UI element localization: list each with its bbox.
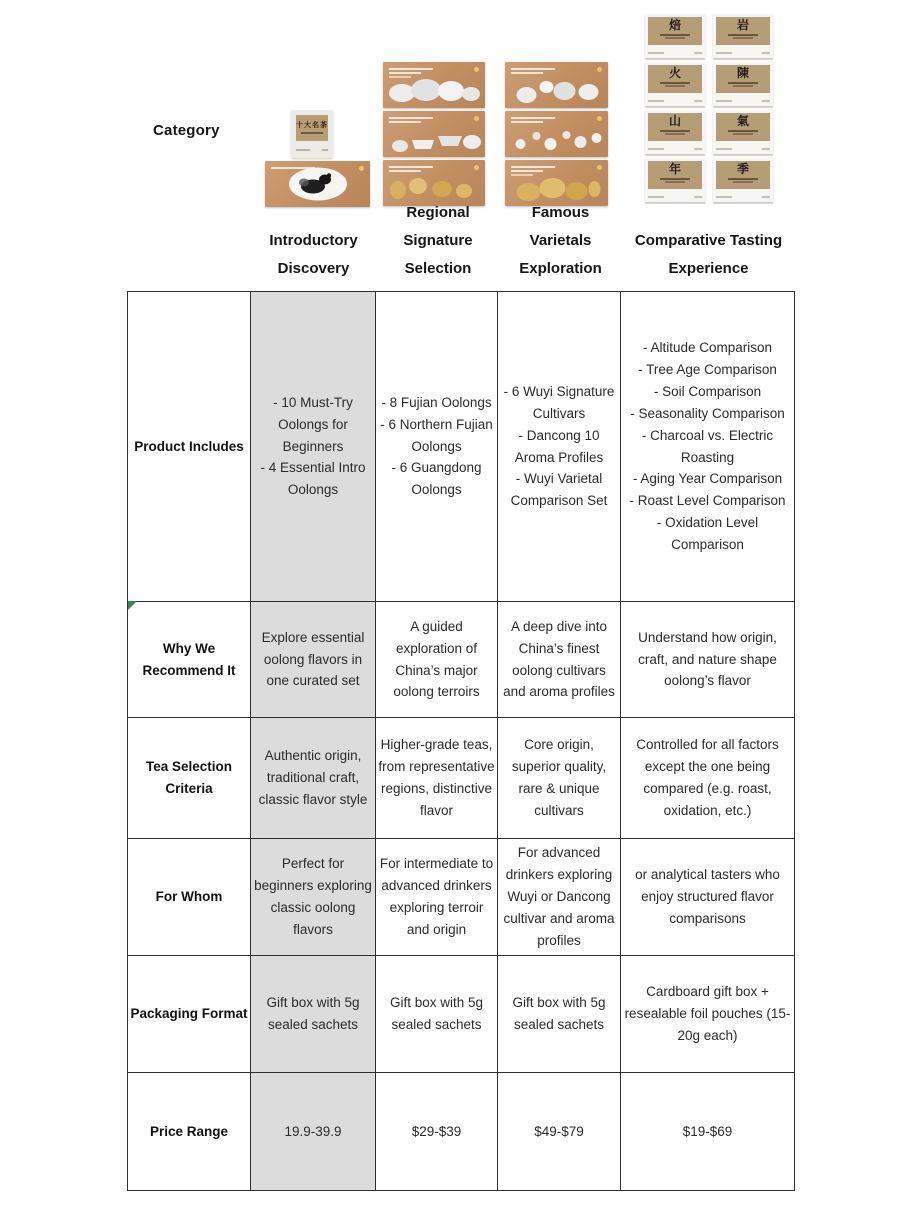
list-item: - 10 Must-Try Oolongs for Beginners	[273, 394, 353, 454]
gold-seal-icon	[359, 166, 364, 171]
cell-why-comparative: Understand how origin, craft, and nature shape oolong’s flavor	[621, 602, 794, 718]
cell-packaging-varietals: Gift box with 5g sealed sachets	[498, 956, 621, 1073]
comparative-card-qi	[713, 110, 773, 154]
card-caption-line	[728, 178, 758, 180]
card-footer-line	[694, 100, 702, 102]
list-item: - Roast Level Comparison	[629, 493, 786, 509]
comparative-card-aged	[713, 62, 773, 106]
cell-forwhom-introductory: Perfect for beginners exploring classic oolong flavors	[251, 839, 376, 956]
comparative-card-mountain	[645, 110, 705, 154]
intro-booklet-footer-mark	[322, 149, 328, 151]
card-character: 山	[668, 114, 681, 128]
card-caption-line	[660, 178, 690, 180]
card-text-line	[389, 121, 421, 123]
card-footer-line	[648, 52, 664, 54]
card-caption-line	[665, 133, 685, 135]
regional-card-1-image	[383, 62, 485, 108]
card-text-line	[511, 72, 543, 74]
list-item: - Wuyi Varietal Comparison Set	[510, 471, 608, 509]
cell-why-regional: A guided exploration of China’s major oolong terroirs	[376, 602, 498, 718]
card-caption-line	[660, 130, 690, 132]
card-footer-line	[648, 148, 664, 150]
card-caption-line	[660, 82, 690, 84]
list-item: - Aging Year Comparison	[632, 471, 783, 487]
comparison-table	[127, 291, 795, 1191]
card-footer-line	[716, 52, 732, 54]
card-footer-line	[762, 196, 770, 198]
card-footer-line	[648, 100, 664, 102]
list-item: - 6 Wuyi Signature Cultivars	[503, 383, 615, 421]
cell-price-comparative: $19-$69	[682, 1123, 733, 1139]
gold-seal-icon	[474, 165, 479, 170]
card-footer-line	[694, 196, 702, 198]
card-caption-line	[733, 133, 753, 135]
card-character: 季	[736, 162, 749, 176]
silver-foil-flowers-motif	[505, 126, 608, 156]
column-header-comparative-tasting-experience: Comparative Tasting Experience	[634, 232, 783, 277]
card-footer-line	[648, 196, 664, 198]
list-item: - Soil Comparison	[653, 383, 762, 399]
card-footer-line	[694, 52, 702, 54]
card-caption-line	[733, 181, 753, 183]
cell-price-regional: $29-$39	[376, 1073, 498, 1190]
cell-packaging-regional: Gift box with 5g sealed sachets	[376, 956, 498, 1073]
cell-product-includes-regional	[376, 292, 498, 602]
comment-marker-icon	[128, 601, 137, 610]
gold-seal-icon	[597, 165, 602, 170]
card-footer-line	[716, 148, 732, 150]
list-item: - Seasonality Comparison	[630, 405, 785, 421]
card-caption-line	[733, 37, 753, 39]
card-caption-line	[665, 85, 685, 87]
cell-criteria-comparative: Controlled for all factors except the one being compared (e.g. roast, oxidation, etc.)	[621, 718, 794, 839]
cell-criteria-varietals: Core origin, superior quality, rare & unique cultivars	[498, 718, 621, 839]
cell-forwhom-comparative: or analytical tasters who enjoy structured flavor comparisons	[621, 839, 794, 956]
cell-forwhom-regional: For intermediate to advanced drinkers exploring terroir and origin	[376, 839, 498, 956]
cell-criteria-introductory: Authentic origin, traditional craft, classic flavor style	[251, 718, 376, 839]
card-character: 焙	[668, 18, 681, 32]
regional-card-2-image	[383, 111, 485, 157]
list-item: - 6 Northern Fujian Oolongs	[380, 416, 493, 454]
comparative-card-season	[713, 158, 773, 202]
card-text-line	[511, 170, 543, 172]
card-footer-line	[694, 148, 702, 150]
card-text-line	[389, 166, 433, 168]
cell-criteria-regional: Higher-grade teas, from representative regions, distinctive flavor	[376, 718, 498, 839]
kraft-label	[716, 113, 770, 141]
comparative-card-roast	[645, 14, 705, 58]
card-caption-line	[728, 34, 758, 36]
list-item: - Tree Age Comparison	[638, 362, 777, 378]
gold-seal-icon	[597, 67, 602, 72]
intro-discovery-booklet-image	[291, 110, 333, 158]
intro-booklet-footer-line	[296, 149, 310, 151]
cell-product-includes-introductory	[251, 292, 376, 602]
kraft-label	[648, 17, 702, 45]
silver-foil-motif	[383, 77, 485, 107]
card-caption-line	[660, 34, 690, 36]
intro-booklet-subtitle-line	[301, 132, 323, 134]
kraft-label	[648, 161, 702, 189]
silver-foil-leaves-motif	[505, 77, 608, 107]
kraft-label	[716, 65, 770, 93]
row-header-packaging-format: Packaging Format	[128, 956, 251, 1073]
cell-product-includes-comparative	[621, 292, 794, 602]
gold-seal-icon	[474, 116, 479, 121]
card-footer-line	[716, 100, 732, 102]
list-item: - Oxidation Level Comparison	[656, 515, 759, 552]
card-text-line	[511, 117, 555, 119]
card-caption-line	[733, 85, 753, 87]
card-character: 火	[668, 66, 681, 80]
card-caption-line	[665, 37, 685, 39]
panda-illustration	[289, 168, 347, 201]
varietals-card-1-image	[505, 62, 608, 108]
column-header-regional-signature-selection: Regional Signature Selection	[403, 204, 473, 277]
cell-price-introductory: 19.9-39.9	[251, 1073, 376, 1190]
list-item: - 6 Guangdong Oolongs	[391, 460, 482, 498]
row-header-product-includes: Product Includes	[128, 292, 251, 602]
kraft-label	[648, 113, 702, 141]
list-item: - Charcoal vs. Electric Roasting	[641, 427, 774, 465]
card-caption-line	[728, 82, 758, 84]
cell-why-varietals: A deep dive into China’s finest oolong cultivars and aroma profiles	[498, 602, 621, 718]
gold-seal-icon	[597, 116, 602, 121]
card-footer-line	[762, 100, 770, 102]
column-header-introductory-discovery: Introductory Discovery	[269, 232, 358, 277]
kraft-label	[648, 65, 702, 93]
comparative-card-fire	[645, 62, 705, 106]
cell-packaging-comparative: Cardboard gift box + resealable foil pouches (15-20g each)	[621, 956, 794, 1073]
card-text-line	[389, 117, 433, 119]
row-header-tea-selection-criteria: Tea Selection Criteria	[128, 718, 251, 839]
comparative-card-rock	[713, 14, 773, 58]
intro-booklet-title: 十大名茶	[296, 122, 328, 130]
card-footer-line	[762, 148, 770, 150]
row-header-why-we-recommend-it: Why We Recommend It	[128, 602, 251, 718]
card-footer-line	[762, 52, 770, 54]
card-character: 氣	[736, 114, 749, 128]
cell-product-includes-varietals	[498, 292, 621, 602]
list-item: - 4 Essential Intro Oolongs	[260, 460, 366, 498]
intro-discovery-panda-giftbox-image	[265, 161, 370, 207]
card-caption-line	[728, 130, 758, 132]
intro-booklet-kraft-panel	[296, 115, 328, 141]
silver-foil-bowls-motif	[383, 126, 485, 156]
card-text-line	[389, 72, 421, 74]
card-caption-line	[665, 181, 685, 183]
card-character: 岩	[736, 18, 749, 32]
card-footer-line	[716, 196, 732, 198]
kraft-label	[716, 161, 770, 189]
cell-forwhom-varietals: For advanced drinkers exploring Wuyi or Dancong cultivar and aroma profiles	[498, 839, 621, 956]
row-header-for-whom: For Whom	[128, 839, 251, 956]
card-character: 陳	[736, 66, 749, 80]
list-item: - Altitude Comparison	[642, 340, 773, 356]
category-row-label: Category	[153, 122, 220, 139]
gold-seal-icon	[474, 67, 479, 72]
comparative-card-year	[645, 158, 705, 202]
row-header-price-range: Price Range	[128, 1073, 251, 1190]
cell-packaging-introductory: Gift box with 5g sealed sachets	[251, 956, 376, 1073]
cell-why-introductory: Explore essential oolong flavors in one curated set	[251, 602, 376, 718]
card-text-line	[511, 121, 543, 123]
list-item: - Dancong 10 Aroma Profiles	[514, 427, 604, 465]
card-text-line	[389, 68, 433, 70]
list-item: - 8 Fujian Oolongs	[381, 394, 492, 410]
card-text-line	[389, 170, 421, 172]
kraft-label	[716, 17, 770, 45]
card-character: 年	[668, 162, 681, 176]
card-text-line	[511, 68, 555, 70]
card-text-line	[511, 166, 555, 168]
cell-price-varietals: $49-$79	[498, 1073, 621, 1190]
varietals-card-2-image	[505, 111, 608, 157]
column-header-famous-varietals-exploration: Famous Varietals Exploration	[519, 204, 602, 277]
